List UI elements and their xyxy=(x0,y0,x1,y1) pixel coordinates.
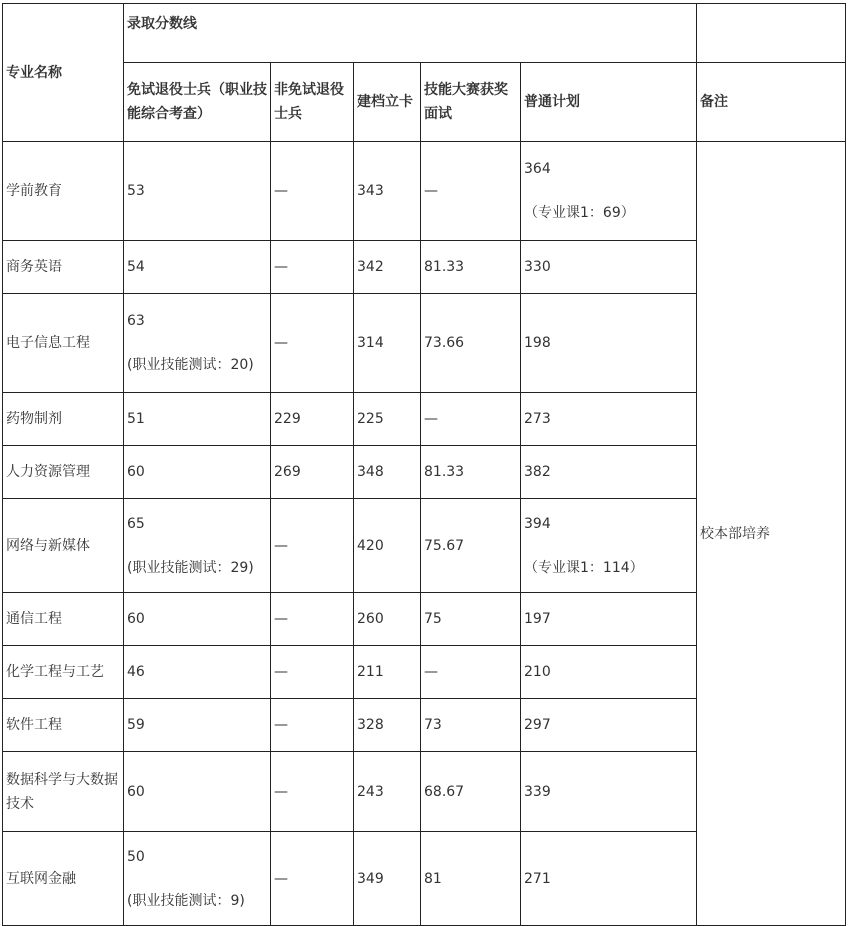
cell-note: 校本部培养 xyxy=(697,142,846,926)
cell-major-name-value: 数据科学与大数据技术 xyxy=(6,771,118,812)
cell-exempt-veteran xyxy=(124,294,271,393)
cell-nonexempt-veteran xyxy=(271,499,354,593)
cell-major-name-value: 化学工程与工艺 xyxy=(6,664,104,680)
cell-exempt-veteran-value: 60 xyxy=(127,611,145,627)
cell-major-name-value: 网络与新媒体 xyxy=(6,537,90,554)
cell-poverty-registered xyxy=(354,294,421,393)
cell-major-name xyxy=(3,393,124,446)
header-exempt-veteran: 免试退役士兵（职业技能综合考查） xyxy=(124,63,271,142)
cell-skill-contest-value: — xyxy=(424,664,438,680)
table-row xyxy=(3,142,846,241)
header-poverty-registered: 建档立卡 xyxy=(354,63,421,142)
cell-nonexempt-veteran xyxy=(271,752,354,832)
cell-poverty-registered xyxy=(354,646,421,699)
header-score-group: 录取分数线 xyxy=(124,4,697,63)
cell-major-name xyxy=(3,446,124,499)
cell-poverty-registered-value: 343 xyxy=(357,183,384,199)
cell-major-name-value: 商务英语 xyxy=(6,259,62,275)
cell-exempt-veteran xyxy=(124,241,271,294)
cell-nonexempt-veteran xyxy=(271,832,354,926)
cell-skill-contest xyxy=(421,752,521,832)
cell-exempt-veteran-subnote: (职业技能测试：29) xyxy=(127,559,254,576)
header-blank-cell xyxy=(697,4,846,63)
cell-poverty-registered-value: 420 xyxy=(357,537,384,554)
header-skill-contest: 技能大赛获奖面试 xyxy=(421,63,521,142)
cell-nonexempt-veteran-value: — xyxy=(274,717,288,733)
cell-exempt-veteran-value: 59 xyxy=(127,717,145,733)
cell-regular-plan-value: 273 xyxy=(524,411,551,427)
cell-exempt-veteran xyxy=(124,832,271,926)
cell-exempt-veteran-value: 60 xyxy=(127,464,145,480)
cell-regular-plan-value: 271 xyxy=(524,870,551,887)
header-note: 备注 xyxy=(697,63,846,142)
cell-major-name-value: 互联网金融 xyxy=(6,870,76,887)
header-row-1 xyxy=(3,4,846,63)
cell-nonexempt-veteran xyxy=(271,142,354,241)
cell-regular-plan xyxy=(521,294,697,393)
cell-major-name xyxy=(3,142,124,241)
cell-poverty-registered xyxy=(354,699,421,752)
cell-nonexempt-veteran-value: 269 xyxy=(274,464,301,480)
cell-exempt-veteran xyxy=(124,393,271,446)
cell-skill-contest xyxy=(421,832,521,926)
cell-exempt-veteran xyxy=(124,142,271,241)
cell-skill-contest-value: — xyxy=(424,411,438,427)
cell-nonexempt-veteran xyxy=(271,446,354,499)
cell-poverty-registered xyxy=(354,593,421,646)
cell-regular-plan xyxy=(521,241,697,294)
cell-regular-plan xyxy=(521,752,697,832)
cell-poverty-registered xyxy=(354,752,421,832)
cell-nonexempt-veteran xyxy=(271,241,354,294)
cell-major-name-value: 人力资源管理 xyxy=(6,464,90,480)
cell-regular-plan-subnote: （专业课1：69） xyxy=(524,205,635,221)
cell-skill-contest xyxy=(421,241,521,294)
cell-exempt-veteran xyxy=(124,752,271,832)
cell-nonexempt-veteran-value: 229 xyxy=(274,411,301,427)
table-body xyxy=(3,142,846,926)
cell-poverty-registered xyxy=(354,832,421,926)
cell-skill-contest xyxy=(421,393,521,446)
cell-regular-plan-value: 198 xyxy=(524,335,551,351)
cell-nonexempt-veteran-value: — xyxy=(274,870,288,887)
cell-skill-contest-value: 73.66 xyxy=(424,335,465,351)
cell-exempt-veteran-value: 53 xyxy=(127,183,145,199)
cell-major-name-value: 药物制剂 xyxy=(6,411,62,427)
cell-regular-plan xyxy=(521,699,697,752)
cell-nonexempt-veteran-value: — xyxy=(274,664,288,680)
cell-poverty-registered-value: 348 xyxy=(357,464,384,480)
cell-skill-contest xyxy=(421,294,521,393)
header-nonexempt-veteran: 非免试退役士兵 xyxy=(271,63,354,142)
cell-poverty-registered-value: 314 xyxy=(357,335,384,351)
cell-poverty-registered-value: 328 xyxy=(357,717,384,733)
cell-regular-plan xyxy=(521,393,697,446)
cell-exempt-veteran xyxy=(124,699,271,752)
cell-exempt-veteran xyxy=(124,499,271,593)
cell-nonexempt-veteran-value: — xyxy=(274,259,288,275)
cell-nonexempt-veteran xyxy=(271,393,354,446)
cell-skill-contest-value: 81.33 xyxy=(424,464,465,480)
cell-nonexempt-veteran-value: — xyxy=(274,335,288,351)
cell-exempt-veteran-value: 60 xyxy=(127,783,145,800)
cell-exempt-veteran xyxy=(124,446,271,499)
cell-major-name xyxy=(3,499,124,593)
cell-poverty-registered-value: 349 xyxy=(357,870,384,887)
cell-skill-contest xyxy=(421,446,521,499)
cell-skill-contest-value: 75.67 xyxy=(424,537,465,554)
cell-skill-contest-value: — xyxy=(424,183,438,199)
cell-skill-contest-value: 81 xyxy=(424,870,442,887)
cell-nonexempt-veteran xyxy=(271,593,354,646)
cell-nonexempt-veteran xyxy=(271,699,354,752)
cell-poverty-registered-value: 211 xyxy=(357,664,384,680)
cell-skill-contest-value: 75 xyxy=(424,611,442,627)
cell-regular-plan-value: 382 xyxy=(524,464,551,480)
cell-regular-plan-value: 364 xyxy=(524,161,551,177)
cell-exempt-veteran-value: 46 xyxy=(127,664,145,680)
cell-major-name-value: 通信工程 xyxy=(6,611,62,627)
cell-major-name xyxy=(3,294,124,393)
cell-regular-plan xyxy=(521,499,697,593)
cell-nonexempt-veteran-value: — xyxy=(274,611,288,627)
cell-poverty-registered-value: 342 xyxy=(357,259,384,275)
cell-exempt-veteran-subnote: (职业技能测试：20) xyxy=(127,357,254,373)
cell-poverty-registered-value: 225 xyxy=(357,411,384,427)
cell-skill-contest xyxy=(421,499,521,593)
cell-exempt-veteran xyxy=(124,646,271,699)
cell-major-name xyxy=(3,593,124,646)
cell-nonexempt-veteran-value: — xyxy=(274,537,288,554)
cell-skill-contest-value: 81.33 xyxy=(424,259,465,275)
cell-major-name-value: 软件工程 xyxy=(6,717,62,733)
cell-exempt-veteran-subnote: (职业技能测试：9) xyxy=(127,892,245,909)
cell-skill-contest xyxy=(421,646,521,699)
cell-regular-plan xyxy=(521,593,697,646)
cell-regular-plan-value: 210 xyxy=(524,664,551,680)
cell-poverty-registered xyxy=(354,241,421,294)
cell-regular-plan-value: 297 xyxy=(524,717,551,733)
cell-nonexempt-veteran-value: — xyxy=(274,183,288,199)
cell-skill-contest xyxy=(421,593,521,646)
cell-poverty-registered xyxy=(354,499,421,593)
cell-nonexempt-veteran xyxy=(271,646,354,699)
cell-regular-plan xyxy=(521,646,697,699)
cell-regular-plan-value: 197 xyxy=(524,611,551,627)
cell-exempt-veteran xyxy=(124,593,271,646)
header-row-2 xyxy=(3,63,846,142)
cell-regular-plan-value: 330 xyxy=(524,259,551,275)
cell-exempt-veteran-value: 51 xyxy=(127,411,145,427)
cell-nonexempt-veteran xyxy=(271,294,354,393)
cell-regular-plan xyxy=(521,142,697,241)
cell-exempt-veteran-value: 54 xyxy=(127,259,145,275)
cell-major-name xyxy=(3,241,124,294)
cell-major-name xyxy=(3,752,124,832)
cell-skill-contest xyxy=(421,142,521,241)
cell-skill-contest-value: 68.67 xyxy=(424,783,465,800)
cell-exempt-veteran-value: 65 xyxy=(127,515,145,532)
cell-regular-plan-value: 394 xyxy=(524,515,551,532)
cell-regular-plan-value: 339 xyxy=(524,783,551,800)
cell-major-name xyxy=(3,832,124,926)
cell-poverty-registered xyxy=(354,393,421,446)
cell-major-name xyxy=(3,646,124,699)
cell-nonexempt-veteran-value: — xyxy=(274,783,288,800)
cell-skill-contest-value: 73 xyxy=(424,717,442,733)
cell-major-name-value: 电子信息工程 xyxy=(6,335,90,351)
cell-skill-contest xyxy=(421,699,521,752)
header-regular-plan: 普通计划 xyxy=(521,63,697,142)
cell-poverty-registered xyxy=(354,446,421,499)
header-major: 专业名称 xyxy=(3,4,124,142)
cell-poverty-registered-value: 243 xyxy=(357,783,384,800)
cell-regular-plan xyxy=(521,832,697,926)
cell-regular-plan-subnote: （专业课1：114） xyxy=(524,559,644,576)
cell-poverty-registered-value: 260 xyxy=(357,611,384,627)
cell-exempt-veteran-value: 50 xyxy=(127,848,145,865)
cell-poverty-registered xyxy=(354,142,421,241)
cell-regular-plan xyxy=(521,446,697,499)
cell-major-name xyxy=(3,699,124,752)
cell-exempt-veteran-value: 63 xyxy=(127,313,145,329)
admission-score-table xyxy=(2,3,846,926)
cell-major-name-value: 学前教育 xyxy=(6,183,62,199)
